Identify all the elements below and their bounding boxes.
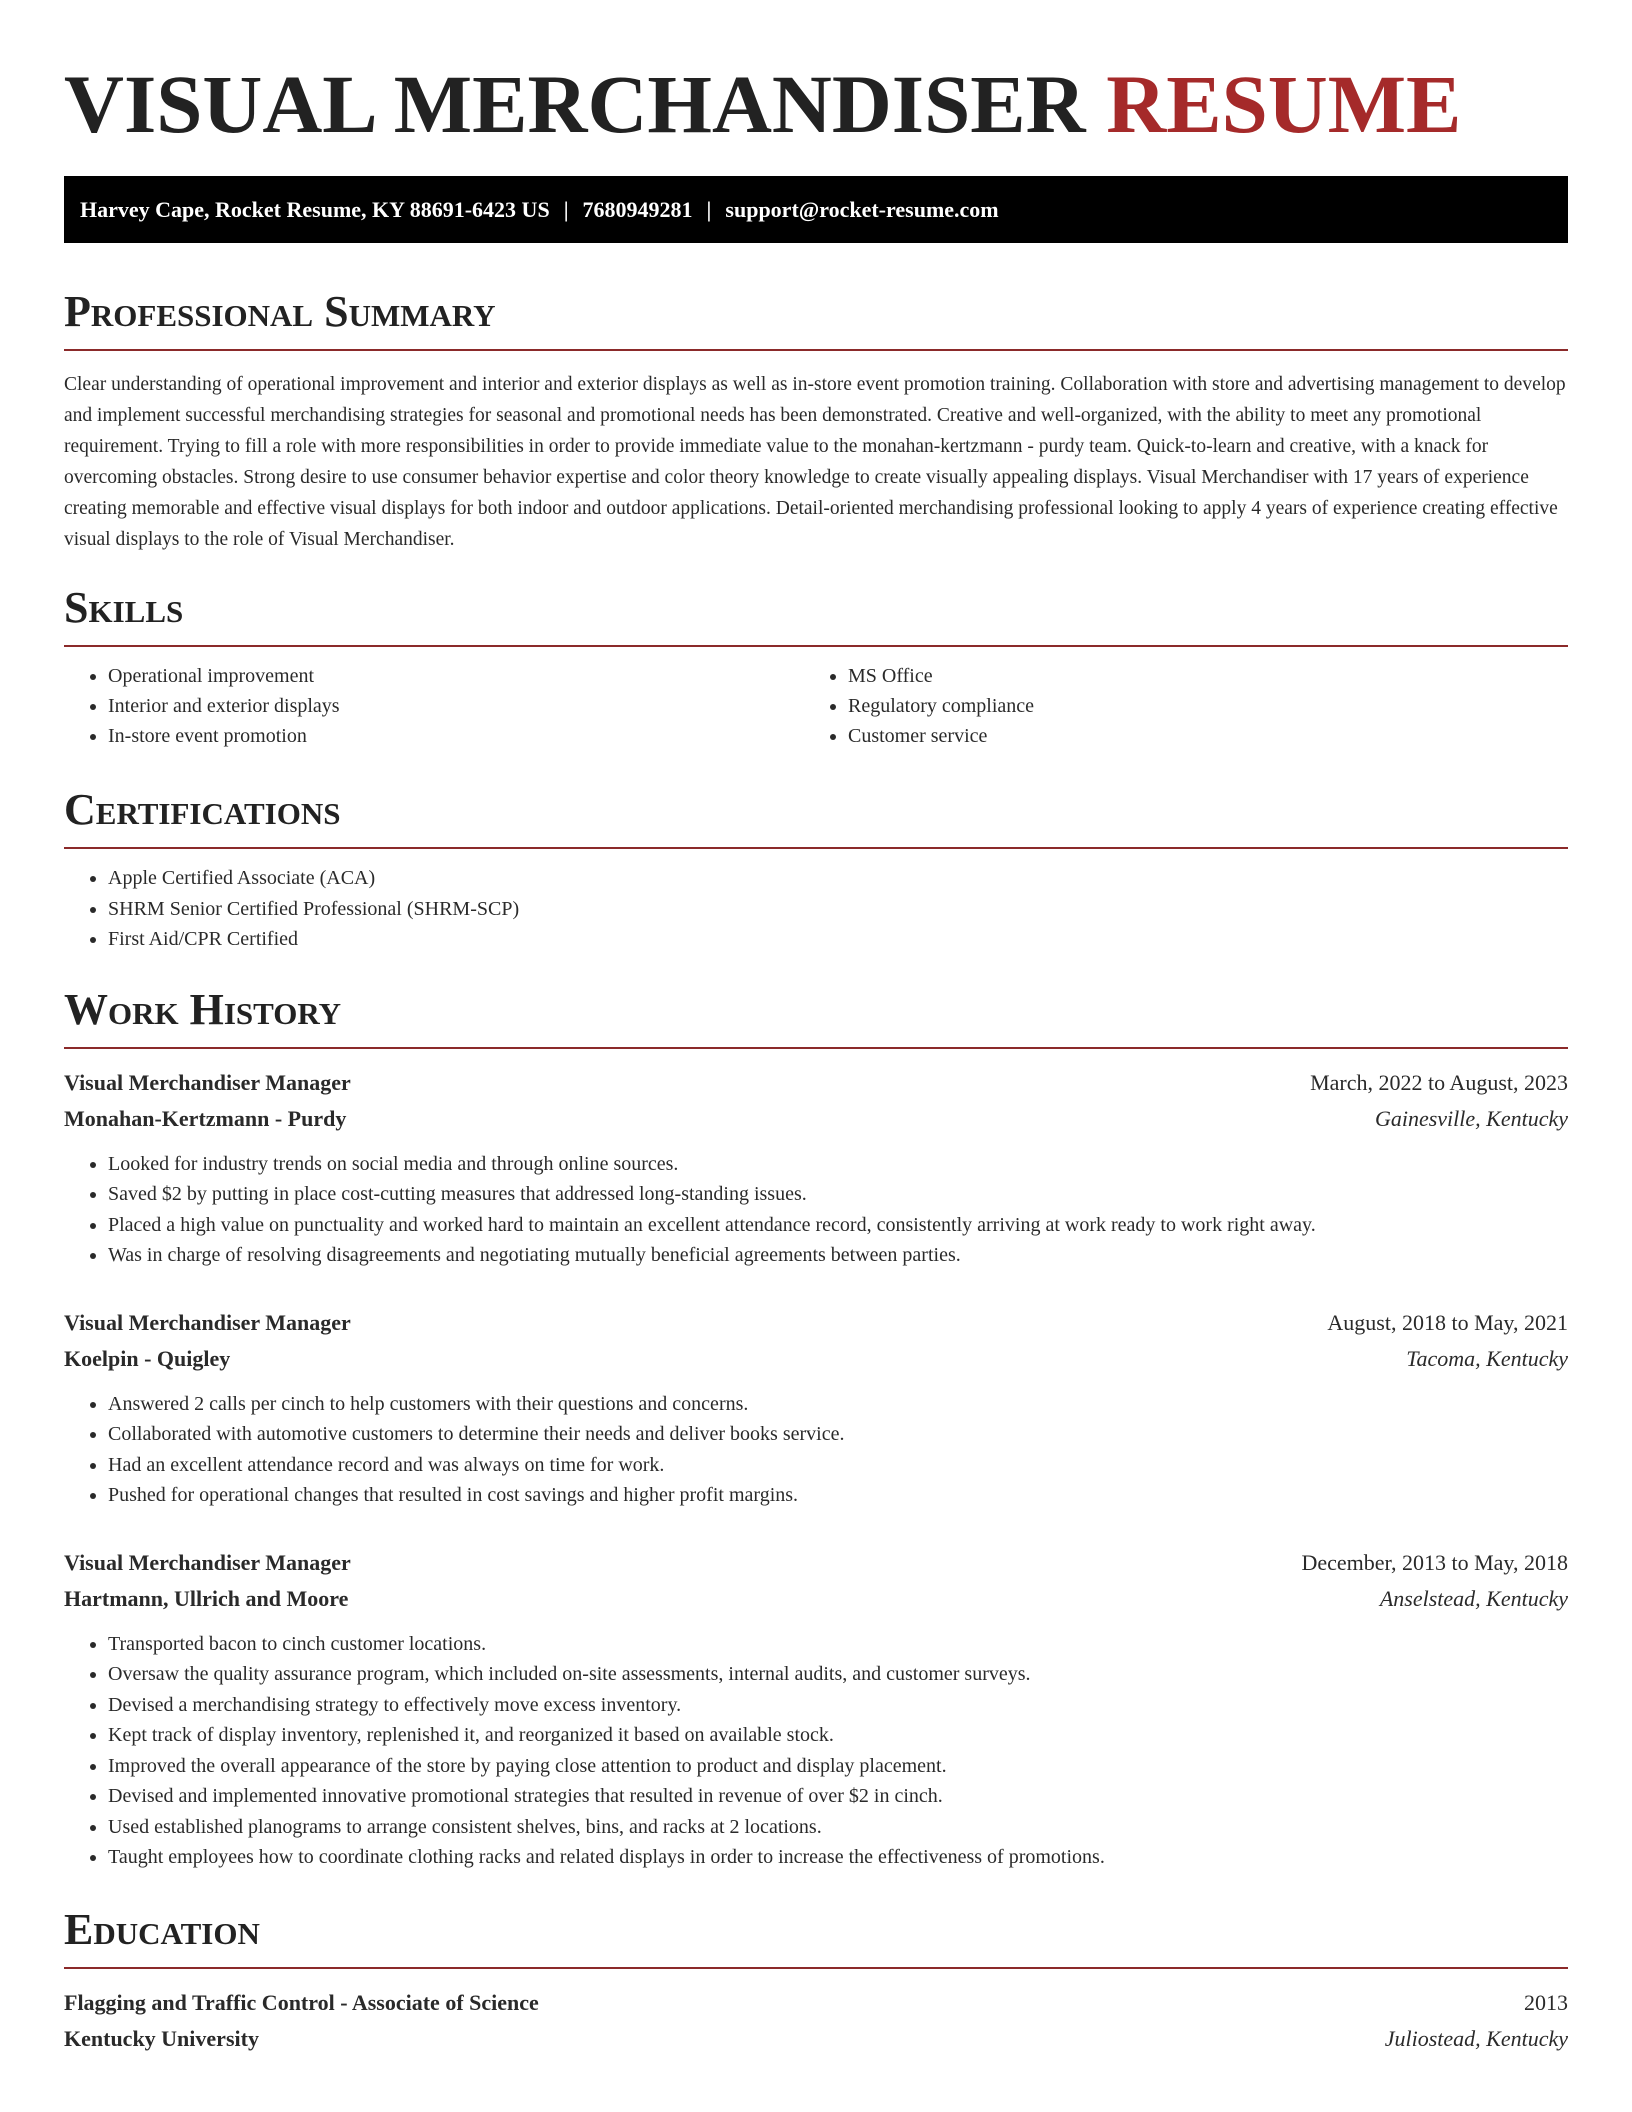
contact-separator: | [563, 196, 569, 222]
certification-item: • SHRM Senior Certified Professional (SHRM-SCP) [108, 894, 1568, 925]
work-section [64, 985, 1568, 1873]
job-location: Tacoma, Kentucky [1406, 1345, 1568, 1371]
job-duty: • Used established planograms to arrange consistent shelves, bins, and racks at 2 locations. [108, 1812, 1568, 1843]
skill-item: • MS Office [848, 661, 1544, 691]
job-duty: • Devised a merchandising strategy to effectively move excess inventory. [108, 1690, 1568, 1721]
certification-item: • Apple Certified Associate (ACA) [108, 863, 1568, 894]
education-subheader [64, 2021, 1568, 2057]
job-header [64, 1305, 1568, 1341]
job-duties [64, 1629, 1568, 1873]
resume-page [64, 56, 1568, 2057]
certification-item: • First Aid/CPR Certified [108, 924, 1568, 955]
job-duty: • Collaborated with automotive customers to determine their needs and deliver books service. [108, 1419, 1568, 1450]
job-dates: March, 2022 to August, 2023 [1310, 1069, 1568, 1095]
education-school: Kentucky University [64, 2025, 259, 2051]
skill-item: • Customer service [848, 721, 1544, 751]
job-title: Visual Merchandiser Manager [64, 1309, 351, 1335]
job-duty: • Oversaw the quality assurance program, which included on-site assessments, internal audits, and customer surveys. [108, 1659, 1568, 1690]
skill-item: • Operational improvement [108, 661, 804, 691]
education-entry [64, 1985, 1568, 2057]
summary-heading: Professional Summary [64, 287, 496, 336]
job-company: Monahan-Kertzmann - Purdy [64, 1105, 347, 1131]
job-entry [64, 1545, 1568, 1873]
skills-list-right [804, 661, 1544, 751]
contact-separator: | [706, 196, 712, 222]
job-subheader [64, 1581, 1568, 1617]
job-duty: • Was in charge of resolving disagreements and negotiating mutually beneficial agreements between parties. [108, 1240, 1568, 1271]
job-company: Hartmann, Ullrich and Moore [64, 1585, 349, 1611]
job-dates: August, 2018 to May, 2021 [1327, 1309, 1568, 1335]
title-main: VISUAL MERCHANDISER [64, 58, 1086, 150]
skills-heading: Skills [64, 583, 184, 632]
summary-section [64, 287, 1568, 555]
job-header [64, 1545, 1568, 1581]
job-dates: December, 2013 to May, 2018 [1301, 1549, 1568, 1575]
job-duties [64, 1389, 1568, 1511]
skill-item: • Regulatory compliance [848, 691, 1544, 721]
section-divider [64, 1967, 1568, 1969]
job-subheader [64, 1101, 1568, 1137]
education-header [64, 1985, 1568, 2021]
skill-item: • Interior and exterior displays [108, 691, 804, 721]
job-duty: • Pushed for operational changes that resulted in cost savings and higher profit margins. [108, 1480, 1568, 1511]
certifications-heading: Certifications [64, 785, 341, 834]
skills-grid [64, 661, 1568, 751]
skills-section [64, 583, 1568, 751]
job-duties [64, 1149, 1568, 1271]
job-duty: • Looked for industry trends on social media and through online sources. [108, 1149, 1568, 1180]
job-duty: • Transported bacon to cinch customer locations. [108, 1629, 1568, 1660]
job-duty: • Answered 2 calls per cinch to help customers with their questions and concerns. [108, 1389, 1568, 1420]
job-duty: • Taught employees how to coordinate clothing racks and related displays in order to increase the effectiveness of promotions. [108, 1842, 1568, 1873]
job-subheader [64, 1341, 1568, 1377]
job-duty: • Improved the overall appearance of the store by paying close attention to product and display placement. [108, 1751, 1568, 1782]
job-title: Visual Merchandiser Manager [64, 1069, 351, 1095]
education-heading: Education [64, 1904, 260, 1954]
contact-bar [64, 176, 1568, 243]
section-divider [64, 349, 1568, 351]
section-divider [64, 645, 1568, 647]
contact-phone: 7680949281 [582, 196, 693, 222]
education-year: 2013 [1524, 1989, 1568, 2015]
education-section [64, 1905, 1568, 2057]
job-duty: • Devised and implemented innovative promotional strategies that resulted in revenue of over $2 in cinch. [108, 1781, 1568, 1812]
job-entry [64, 1305, 1568, 1511]
skill-item: • In-store event promotion [108, 721, 804, 751]
education-location: Juliostead, Kentucky [1384, 2025, 1568, 2051]
contact-address: Harvey Cape, Rocket Resume, KY 88691-6423 US [80, 196, 550, 222]
certifications-list [64, 863, 1568, 955]
job-title: Visual Merchandiser Manager [64, 1549, 351, 1575]
job-location: Anselstead, Kentucky [1379, 1585, 1568, 1611]
resume-title [64, 56, 1568, 152]
title-accent: RESUME [1106, 58, 1462, 150]
education-degree: Flagging and Traffic Control - Associate of Science [64, 1989, 539, 2015]
section-divider [64, 1047, 1568, 1049]
job-location: Gainesville, Kentucky [1374, 1105, 1568, 1131]
skills-list-left [64, 661, 804, 751]
job-duty: • Saved $2 by putting in place cost-cutting measures that addressed long-standing issues. [108, 1179, 1568, 1210]
job-duty: • Had an excellent attendance record and was always on time for work. [108, 1450, 1568, 1481]
work-heading: Work History [64, 984, 342, 1034]
job-duty: • Placed a high value on punctuality and worked hard to maintain an excellent attendance record, consistently arriving at work ready to work right away. [108, 1210, 1568, 1241]
contact-email: support@rocket-resume.com [725, 196, 999, 222]
section-divider [64, 847, 1568, 849]
job-company: Koelpin - Quigley [64, 1345, 231, 1371]
job-header [64, 1065, 1568, 1101]
summary-text: Clear understanding of operational improvement and interior and exterior displays as well as in-store event promotion training. Collaboration with store and advertising management to develop and implement successful merchandising strategies for seasonal and promotional needs has been demonstrated. Creative and well-organized, with the ability to meet any promotional requirement. Trying to fill a role with more responsibilities in order to provide immediate value to the monahan-kertzmann - purdy team. Quick-to-learn and creative, with a knack for overcoming obstacles. Strong desire to use consumer behavior expertise and color theory knowledge to create visually appealing displays. Visual Merchandiser with 17 years of experience creating memorable and effective visual displays for both indoor and outdoor applications. Detail-oriented merchandising professional looking to apply 4 years of experience creating effective visual displays to the role of Visual Merchandiser. [64, 374, 1566, 550]
job-duty: • Kept track of display inventory, replenished it, and reorganized it based on available stock. [108, 1720, 1568, 1751]
job-entry [64, 1065, 1568, 1271]
certifications-section [64, 785, 1568, 955]
